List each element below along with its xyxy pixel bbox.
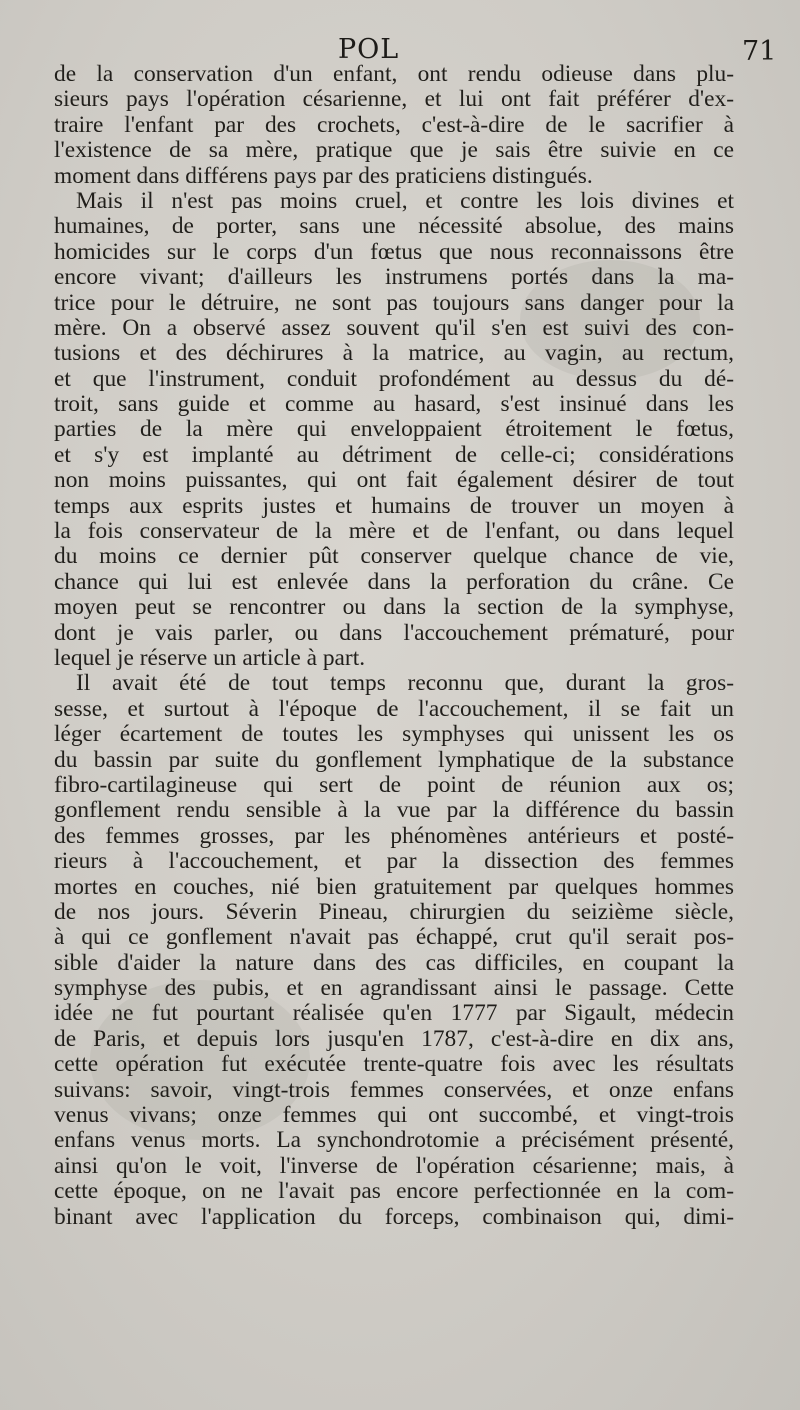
text-line: encore vivant; d'ailleurs les instrumens portés dans la ma- <box>54 264 734 291</box>
text-line: du moins ce dernier pût conserver quelque chance de vie, <box>54 543 734 570</box>
text-line: fibro-cartilagineuse qui sert de point de réunion aux os; <box>54 771 734 798</box>
text-line: Il avait été de tout temps reconnu que, durant la gros- <box>76 670 734 697</box>
text-line: cette époque, on ne l'avait pas encore perfectionnée en la com- <box>54 1178 734 1205</box>
text-line: venus vivans; onze femmes qui ont succombé, et vingt-trois <box>54 1102 734 1129</box>
text-line: suivans: savoir, vingt-trois femmes conservées, et onze enfans <box>54 1076 734 1103</box>
text-line: sible d'aider la nature dans des cas difficiles, en coupant la <box>54 949 734 976</box>
text-line: sieurs pays l'opération césarienne, et lui ont fait préférer d'ex- <box>54 86 734 113</box>
text-line: Mais il n'est pas moins cruel, et contre les lois divines et <box>76 187 734 214</box>
page-number: 71 <box>742 36 777 67</box>
text-line: chance qui lui est enlevée dans la perforation du crâne. Ce <box>54 568 734 595</box>
text-line: la fois conservateur de la mère et de l'enfant, ou dans lequel <box>54 518 734 545</box>
text-line: du bassin par suite du gonflement lymphatique de la substance <box>54 746 734 773</box>
text-line: ainsi qu'on le voit, l'inverse de l'opération césarienne; mais, à <box>54 1152 734 1179</box>
text-line: de la conservation d'un enfant, ont rendu odieuse dans plu- <box>54 61 734 87</box>
body-text <box>54 62 734 1230</box>
text-line: humaines, de porter, sans une nécessité absolue, des mains <box>54 213 734 240</box>
text-line: mortes en couches, nié bien gratuitement par quelques hommes <box>54 873 734 900</box>
text-line: parties de la mère qui enveloppaient étroitement le fœtus, <box>54 416 734 443</box>
text-line: moment dans différens pays par des praticiens distingués. <box>54 162 593 189</box>
text-line: idée ne fut pourtant réalisée qu'en 1777 par Sigault, médecin <box>54 1000 734 1027</box>
text-line: à qui ce gonflement n'avait pas échappé, crut qu'il serait pos- <box>54 924 734 951</box>
text-line: symphyse des pubis, et en agrandissant ainsi le passage. Cette <box>54 975 734 1002</box>
text-line: de nos jours. Séverin Pineau, chirurgien du seizième siècle, <box>54 898 734 925</box>
text-line: rieurs à l'accouchement, et par la dissection des femmes <box>54 848 734 875</box>
text-line: dont je vais parler, ou dans l'accouchement prématuré, pour <box>54 619 734 646</box>
text-line: l'existence de sa mère, pratique que je sais être suivie en ce <box>54 137 734 164</box>
running-head: POL <box>338 34 400 65</box>
text-line: temps aux esprits justes et humains de trouver un moyen à <box>54 492 734 519</box>
text-line: de Paris, et depuis lors jusqu'en 1787, c'est-à-dire en dix ans, <box>54 1025 734 1052</box>
text-line: et que l'instrument, conduit profondément au dessus du dé- <box>54 365 734 392</box>
text-line: homicides sur le corps d'un fœtus que nous reconnaissons être <box>54 238 734 265</box>
text-line: léger écartement de toutes les symphyses qui unissent les os <box>54 721 734 748</box>
text-line: sesse, et surtout à l'époque de l'accouchement, il se fait un <box>54 695 734 722</box>
text-line: lequel je réserve un article à part. <box>54 644 366 671</box>
text-line: troit, sans guide et comme au hasard, s'est insinué dans les <box>54 391 734 418</box>
text-line: binant avec l'application du forceps, combinaison qui, dimi- <box>54 1203 734 1230</box>
text-line: mère. On a observé assez souvent qu'il s'en est suivi des con- <box>54 314 734 341</box>
text-line: et s'y est implanté au détriment de celle-ci; considérations <box>54 441 734 468</box>
text-line: tusions et des déchirures à la matrice, au vagin, au rectum, <box>54 340 734 367</box>
text-line: des femmes grosses, par les phénomènes antérieurs et posté- <box>54 822 734 849</box>
text-line: enfans venus morts. La synchondrotomie a précisément présenté, <box>54 1127 734 1154</box>
text-line: traire l'enfant par des crochets, c'est-à-dire de le sacrifier à <box>54 111 734 138</box>
text-line: moyen peut se rencontrer ou dans la section de la symphyse, <box>54 594 734 621</box>
text-line: cette opération fut exécutée trente-quatre fois avec les résultats <box>54 1051 734 1078</box>
text-line: gonflement rendu sensible à la vue par la différence du bassin <box>54 797 734 824</box>
text-line: non moins puissantes, qui ont fait également désirer de tout <box>54 467 734 494</box>
text-line: trice pour le détruire, ne sont pas toujours sans danger pour la <box>54 289 734 316</box>
